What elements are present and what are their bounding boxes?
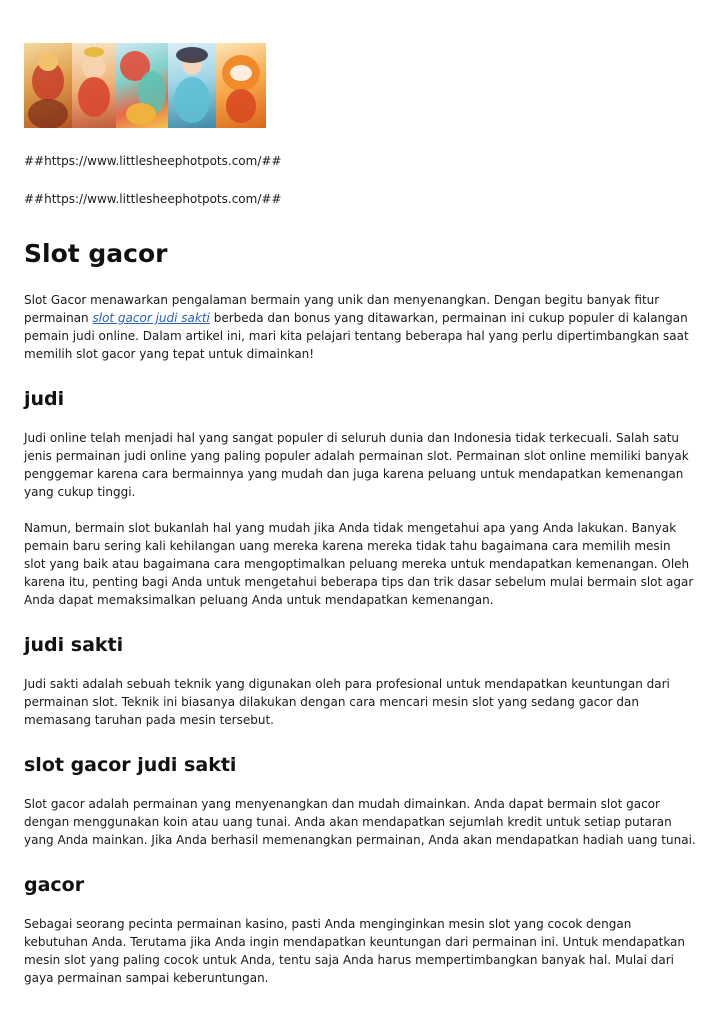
- section-heading-gacor: gacor: [24, 874, 85, 896]
- section-paragraph: Slot gacor adalah permainan yang menyenangkan dan mudah dimainkan. Anda dapat bermain slot gacor dengan menggunakan koin atau uang tunai. Anda akan mendapatkan sejumlah kredit untuk setiap putaran yang Anda mainkan. Jika Anda berhasil memenangkan permainan, Anda akan mendapatkan hadiah uang tunai.: [24, 797, 696, 847]
- section-heading-judi: judi: [24, 388, 65, 410]
- intro-text-after: berbeda dan bonus yang ditawarkan, permainan ini cukup populer di kalangan pemain judi online. Dalam artikel ini, mari kita pelajari tentang beberapa hal yang perlu dipertimbangkan saat memilih slot gacor yang tepat untuk dimainkan!: [24, 311, 689, 361]
- section-paragraph: Judi sakti adalah sebuah teknik yang digunakan oleh para profesional untuk mendapatkan keuntungan dari permainan slot. Teknik ini biasanya dilakukan dengan cara mencari mesin slot yang sedang gacor dan memasang taruhan pada mesin tersebut.: [24, 677, 670, 727]
- page-title: Slot gacor: [24, 239, 168, 268]
- section-paragraph: Judi online telah menjadi hal yang sangat populer di seluruh dunia dan Indonesia tidak terkecuali. Salah satu jenis permainan judi online yang paling populer adalah permainan slot. Permainan slot online memiliki banyak penggemar karena cara bermainnya yang mudah dan juga karena peluang untuk mendapatkan kemenangan yang cukup tinggi.: [24, 431, 689, 499]
- section-heading-judi-sakti: judi sakti: [24, 634, 124, 656]
- intro-text-before: Slot Gacor menawarkan pengalaman bermain yang unik dan menyenangkan. Dengan begitu banyak fitur permainan: [24, 293, 660, 325]
- section-heading-slot-gacor-judi-sakti: slot gacor judi sakti: [24, 754, 237, 776]
- banner-panel-lion: [24, 43, 72, 128]
- slot-gacor-link[interactable]: slot gacor judi sakti: [92, 311, 210, 325]
- url-line: ##https://www.littlesheephotpots.com/##: [24, 154, 282, 168]
- intro-paragraph: [24, 291, 696, 363]
- banner-panel-tiger: [216, 43, 266, 128]
- banner-image: [24, 43, 266, 128]
- url-line: ##https://www.littlesheephotpots.com/##: [24, 192, 282, 206]
- banner-panel-princess: [168, 43, 216, 128]
- section-paragraph: Namun, bermain slot bukanlah hal yang mudah jika Anda tidak mengetahui apa yang Anda lakukan. Banyak pemain baru sering kali kehilangan uang mereka karena mereka tidak tahu bagaimana cara memilih mesin slot yang baik atau bagaimana cara mengoptimalkan peluang mereka untuk mendapatkan kemenangan. Oleh karena itu, penting bagi Anda untuk mengetahui beberapa tips dan trik dasar sebelum mulai bermain slot agar Anda dapat memaksimalkan peluang Anda untuk mendapatkan kemenangan.: [24, 521, 694, 607]
- banner-panel-monk: [72, 43, 116, 128]
- section-paragraph: Sebagai seorang pecinta permainan kasino, pasti Anda menginginkan mesin slot yang cocok dengan kebutuhan Anda. Terutama jika Anda ingin mendapatkan keuntungan dari permainan ini. Untuk mendapatkan mesin slot yang paling cocok untuk Anda, tentu saja Anda harus mempertimbangkan banyak hal. Mulai dari gaya permainan sampai keberuntungan.: [24, 917, 686, 985]
- banner-panel-dragon: [116, 43, 168, 128]
